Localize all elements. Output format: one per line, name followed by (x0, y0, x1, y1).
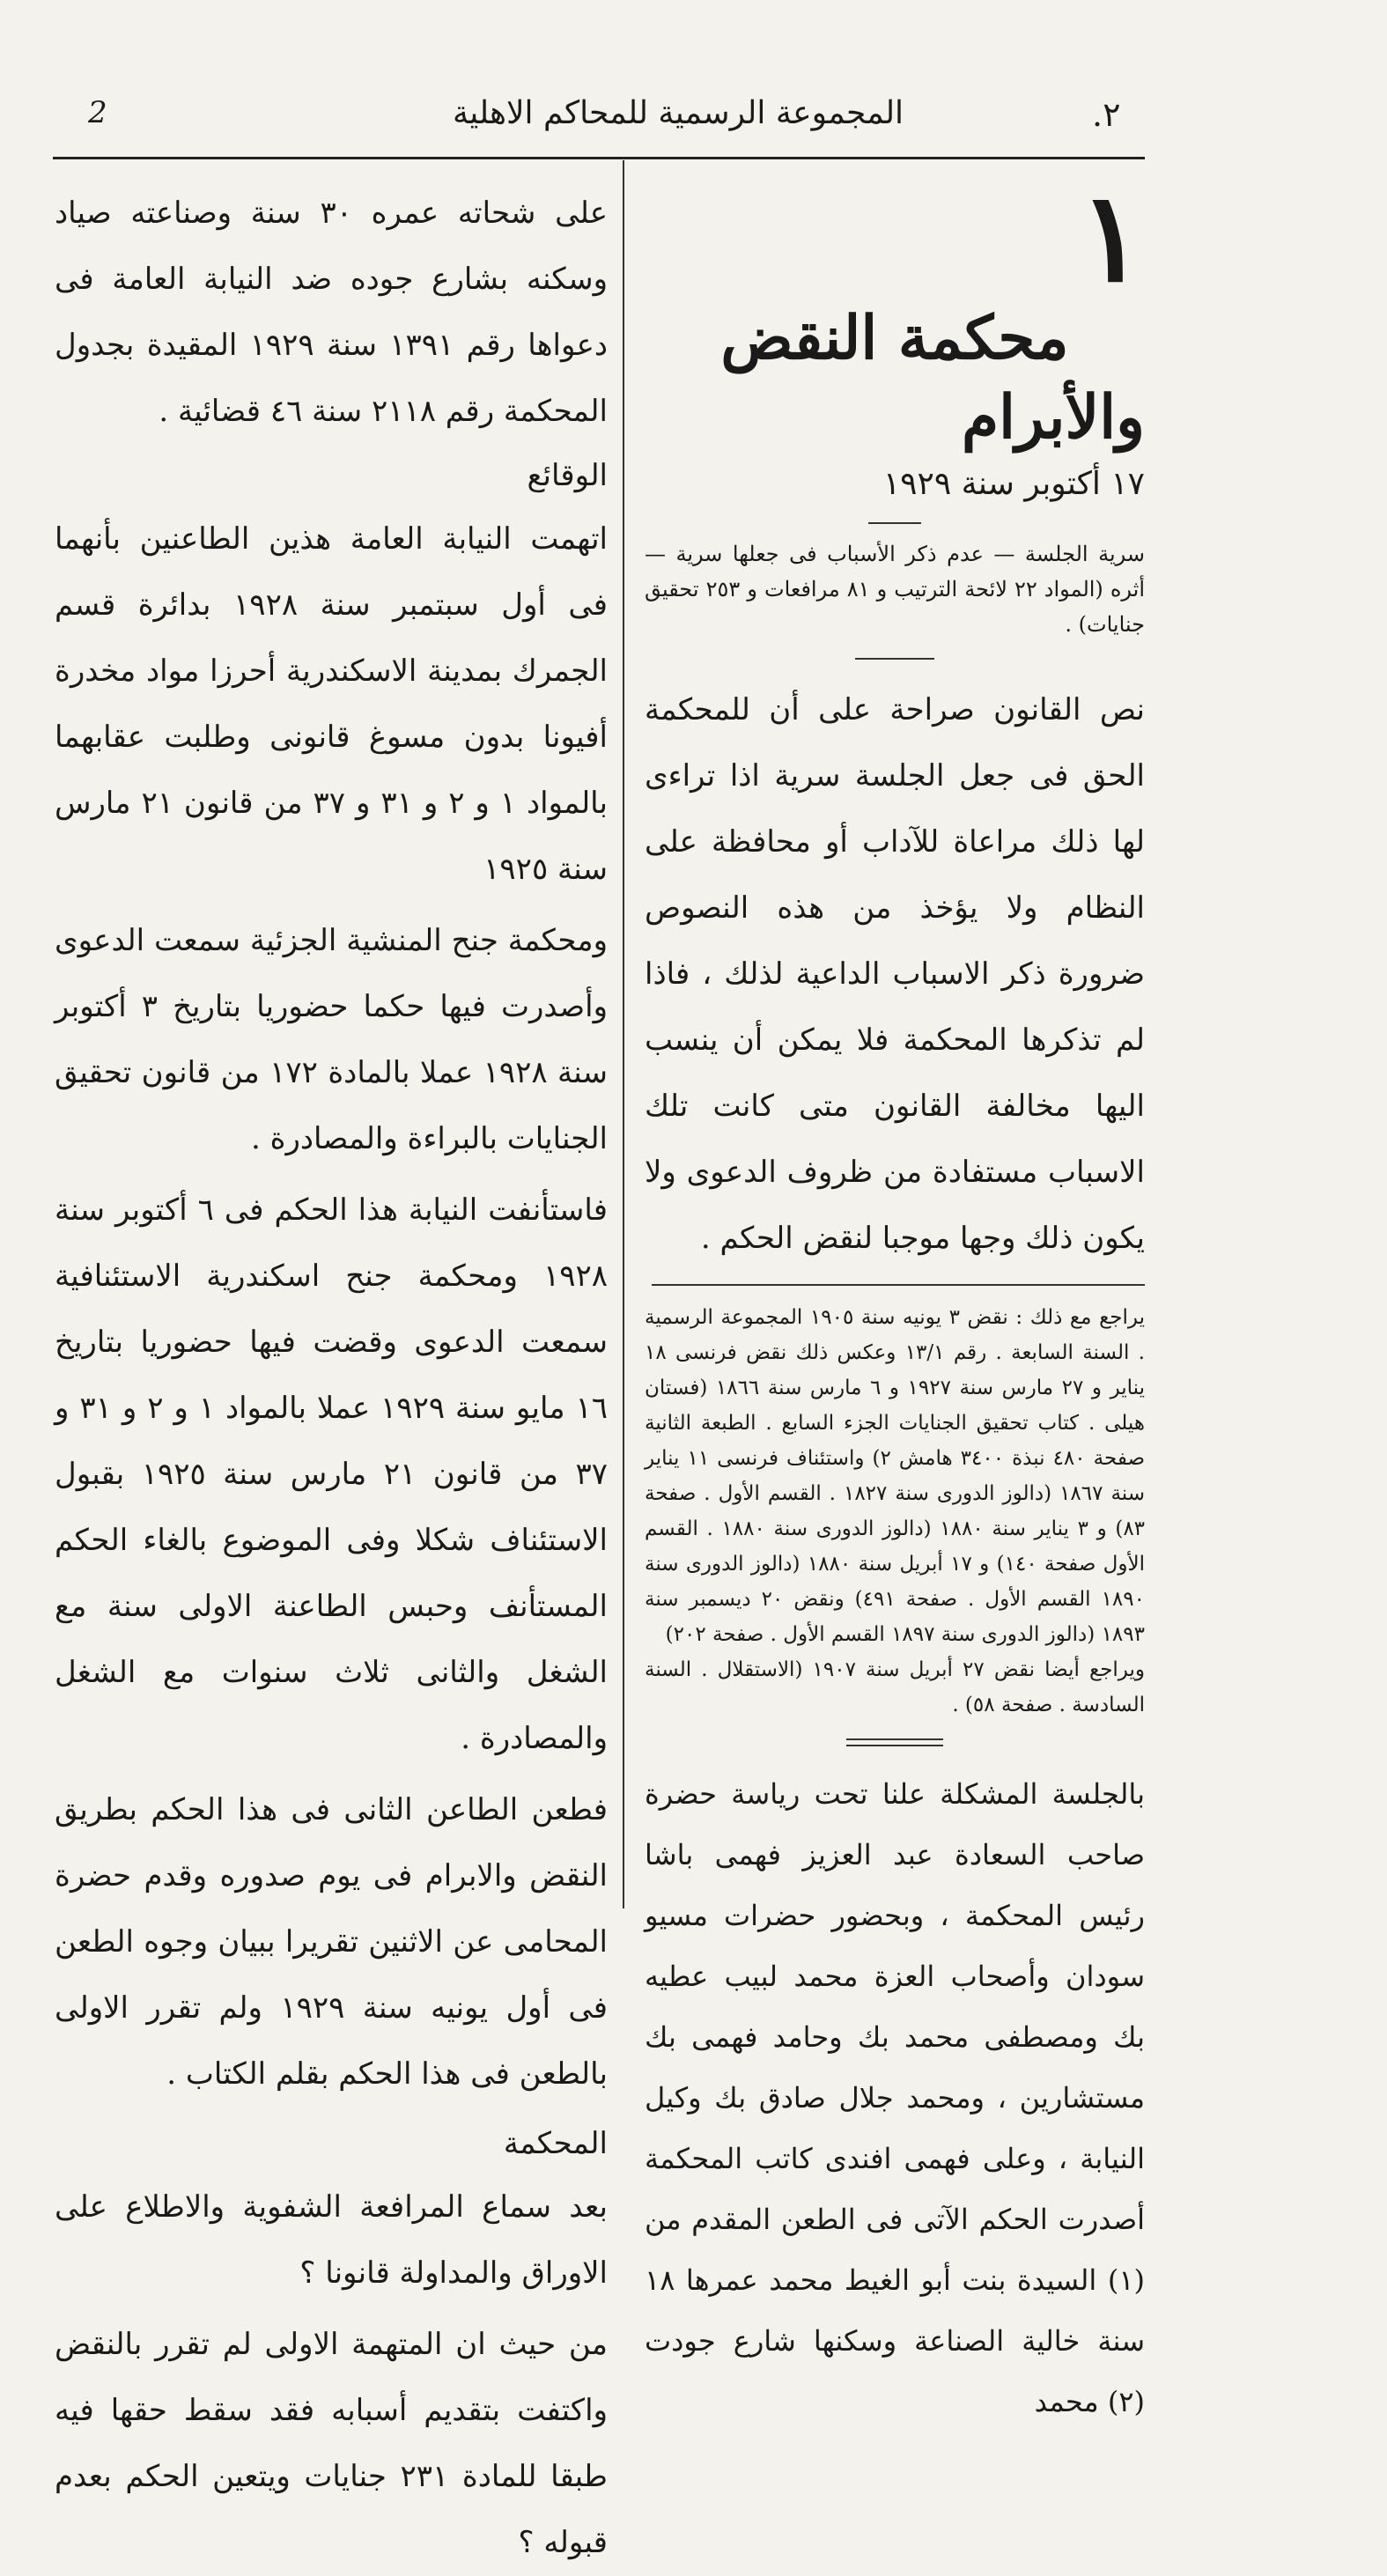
divider-short (855, 658, 934, 660)
divider-short (868, 522, 921, 524)
court-heading: المحكمة (503, 2126, 608, 2161)
facts-paragraph: فطعن الطاعن الثانى فى هذا الحكم بطريق النقض والابرام فى يوم صدوره وقدم حضرة المحامى عن الاثنين تقريرا ببيان وجوه الطعن فى أول يونيه سنة ١٩٢٩ ولم تقرر الاولى بالطعن فى هذا الحكم بقلم الكتاب . (55, 1792, 608, 2092)
facts-paragraph: ومحكمة جنح المنشية الجزئية سمعت الدعوى وأصدرت فيها حكما حضوريا بتاريخ ٣ أكتوبر سنة ١٩٢٨ عملا بالمادة ١٧٢ من قانون تحقيق الجنايات بالبراءة والمصادرة . (55, 923, 608, 1156)
running-title: المجموعة الرسمية للمحاكم الاهلية (452, 95, 904, 131)
court-paragraph: بعد سماع المرافعة الشفوية والاطلاع على الاوراق والمداولة قانونا ؟ (55, 2189, 608, 2291)
court-name: محكمة النقض والأبرام (720, 303, 1145, 453)
facts-heading: الوقائع (527, 458, 608, 493)
reference-note: يراجع مع ذلك : نقض ٣ يونيه سنة ١٩٠٥ المجموعة الرسمية . السنة السابعة . رقم ١٣/١ وعكس ذلك نقض فرنسى ١٨ يناير و ٢٧ مارس سنة ١٩٢٧ و ٦ مارس سنة ١٨٦٦ (فستان هيلى . كتاب تحقيق الجنايات الجزء السابع . الطبعة الثانية صفحة ٤٨٠ نبذة ٣٤٠٠ هامش ٢) واستئناف فرنسى ١١ يناير سنة ١٨٦٧ (دالوز الدورى سنة ١٨٢٧ . القسم الأول . صفحة ٨٣) و ٣ يناير سنة ١٨٨٠ (دالوز الدورى سنة ١٨٨٠ . القسم الأول صفحة ١٤٠) و ١٧ أبريل سنة ١٨٨٠ (دالوز الدورى سنة ١٨٩٠ القسم الأول . صفحة ٤٩١) ونقض ٢٠ ديسمبر سنة ١٨٩٣ (دالوز الدورى سنة ١٨٩٧ القسم الأول . صفحة ٢٠٢) (645, 1306, 1146, 1646)
header-rule (53, 157, 1145, 159)
right-column (645, 166, 1146, 2432)
section-ornament (846, 1738, 943, 1746)
case-holding: نص القانون صراحة على أن للمحكمة الحق فى جعل الجلسة سرية اذا تراءى لها ذلك مراعاة للآداب أو محافظة على النظام ولا يؤخذ من هذه النصوص ضرورة ذكر الاسباب الداعية لذلك ، فاذا لم تذكرها المحكمة فلا يمكن أن ينسب اليها مخالفة القانون متى كانت تلك الاسباب مستفادة من ظروف الدعوى ولا يكون ذلك وجها موجبا لنقض الحكم . (645, 692, 1145, 1256)
page-number-latin: 2 (88, 95, 107, 130)
court-paragraph: من حيث ان المتهمة الاولى لم تقرر بالنقض واكتفت بتقديم أسبابه فقد سقط حقها فيه طبقا للمادة ٢٣١ جنايات ويتعين الحكم بعدم قبوله ؟ (55, 2327, 608, 2560)
session-paragraph: بالجلسة المشكلة علنا تحت رياسة حضرة صاحب السعادة عبد العزيز فهمى باشا رئيس المحكمة ، وبحضور حضرات مسيو سودان وأصحاب العزة محمد لبيب عطيه بك ومصطفى محمد بك وحامد فهمى بك مستشارين ، ومحمد جلال صادق بك وكيل النيابة ، وعلى فهمى افندى كاتب المحكمة أصدرت الحكم الآتى فى الطعن المقدم من (١) السيدة بنت أبو الغيط محمد عمرها ١٨ سنة خالية الصناعة وسكنها شارع جودت (٢) محمد (645, 1777, 1145, 2418)
case-summary: سرية الجلسة — عدم ذكر الأسباب فى جعلها سرية — أثره (المواد ٢٢ لائحة الترتيب و ٨١ مرافعات و ٢٥٣ تحقيق جنايات) . (645, 542, 1145, 637)
facts-paragraph: فاستأنفت النيابة هذا الحكم فى ٦ أكتوبر سنة ١٩٢٨ ومحكمة جنح اسكندرية الاستئنافية سمعت الدعوى وقضت فيها حضوريا بتاريخ ١٦ مايو سنة ١٩٢٩ عملا بالمواد ١ و ٢ و ٣١ و ٣٧ من قانون ٢١ مارس سنة ١٩٢٥ بقبول الاستئناف شكلا وفى الموضوع بالغاء الحكم المستأنف وحبس الطاعنة الاولى سنة مع الشغل والثانى ثلاث سنوات مع الشغل والمصادرة . (55, 1192, 609, 1756)
column-divider (623, 160, 624, 1908)
case-date: ١٧ أكتوبر سنة ١٩٢٩ (882, 466, 1145, 502)
page-number-arabic: ٢. (1092, 95, 1121, 134)
left-column (55, 181, 608, 2576)
intro-paragraph: على شحاته عمره ٣٠ سنة وصناعته صياد وسكنه بشارع جوده ضد النيابة العامة فى دعواها رقم ١٣٩١ سنة ١٩٢٩ المقيدة بجدول المحكمة رقم ٢١١٨ سنة ٤٦ قضائية . (55, 196, 608, 429)
case-number: ١ (1078, 166, 1145, 310)
reference-note: ويراجع أيضا نقض ٢٧ أبريل سنة ١٩٠٧ (الاستقلال . السنة السادسة . صفحة ٥٨) . (645, 1658, 1145, 1716)
facts-paragraph: اتهمت النيابة العامة هذين الطاعنين بأنهما فى أول سبتمبر سنة ١٩٢٨ بدائرة قسم الجمرك بمدينة الاسكندرية أحرزا مواد مخدرة أفيونا بدون مسوغ قانونى وطلبت عقابهما بالمواد ١ و ٢ و ٣١ و ٣٧ من قانون ٢١ مارس سنة ١٩٢٥ (55, 521, 608, 887)
footnote-rule (652, 1284, 1145, 1286)
